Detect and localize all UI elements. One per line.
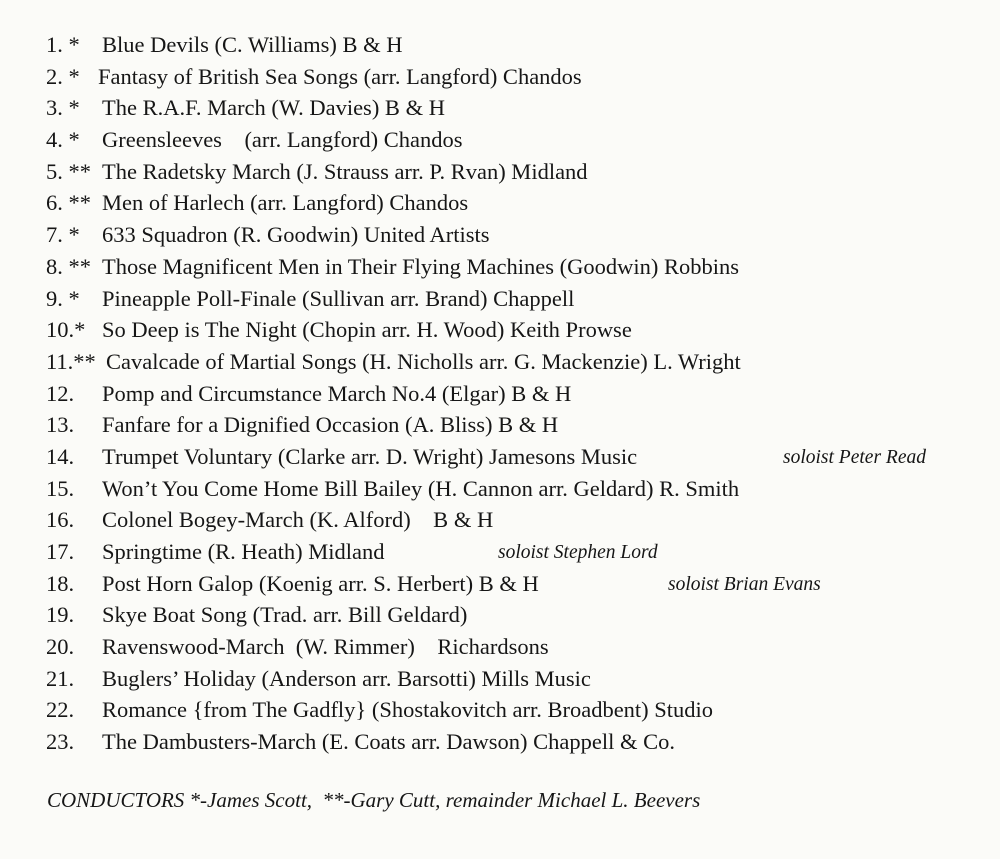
track-number: 21. bbox=[46, 665, 75, 691]
track-number: 8. ** bbox=[46, 253, 91, 279]
track-number: 18. bbox=[46, 570, 75, 596]
track-item bbox=[46, 124, 463, 156]
track-number: 1. * bbox=[46, 32, 80, 57]
track-title: Buglers’ Holiday (Anderson arr. Barsotti) Mills Music bbox=[102, 665, 591, 691]
track-number: 11.** bbox=[46, 348, 96, 374]
track-item bbox=[46, 378, 572, 410]
track-title: Men of Harlech (arr. Langford) Chandos bbox=[102, 190, 469, 216]
track-item bbox=[46, 156, 588, 188]
track-number: 17. bbox=[46, 539, 75, 564]
track-title: Won’t You Come Home Bill Bailey (H. Cannon arr. Geldard) R. Smith bbox=[102, 475, 740, 501]
track-title: Fantasy of British Sea Songs (arr. Langford) Chandos bbox=[98, 63, 582, 89]
track-title: Post Horn Galop (Koenig arr. S. Herbert) B & H bbox=[102, 570, 539, 596]
track-item bbox=[46, 219, 490, 251]
track-item bbox=[46, 61, 582, 93]
track-number: 4. * bbox=[46, 127, 80, 153]
track-title: Romance {from The Gadfly} (Shostakovitch arr. Broadbent) Studio bbox=[102, 697, 714, 723]
track-number: 14. bbox=[46, 443, 75, 469]
track-item bbox=[46, 726, 675, 758]
track-number: 20. bbox=[46, 634, 75, 660]
track-title: Greensleeves (arr. Langford) Chandos bbox=[102, 127, 463, 153]
track-title: So Deep is The Night (Chopin arr. H. Wood) Keith Prowse bbox=[102, 317, 632, 343]
track-item bbox=[46, 441, 926, 473]
track-number: 16. bbox=[46, 507, 75, 533]
track-list bbox=[46, 29, 926, 758]
track-title: Blue Devils (C. Williams) B & H bbox=[102, 32, 403, 57]
track-number: 12. bbox=[46, 380, 75, 406]
track-number: 15. bbox=[46, 475, 75, 501]
track-item bbox=[46, 694, 714, 726]
track-number: 7. * bbox=[46, 222, 80, 248]
conductors-note: CONDUCTORS *-James Scott, **-Gary Cutt, remainder Michael L. Beevers bbox=[47, 788, 701, 812]
track-item bbox=[46, 283, 575, 315]
track-number: 3. * bbox=[46, 95, 80, 121]
soloist-note: soloist Stephen Lord bbox=[498, 542, 658, 563]
track-number: 22. bbox=[46, 697, 75, 723]
track-title: Pineapple Poll-Finale (Sullivan arr. Brand) Chappell bbox=[102, 285, 575, 311]
track-title: Cavalcade of Martial Songs (H. Nicholls arr. G. Mackenzie) L. Wright bbox=[106, 348, 741, 374]
track-number: 9. * bbox=[46, 285, 80, 311]
track-title: Pomp and Circumstance March No.4 (Elgar) B & H bbox=[102, 380, 572, 406]
track-title: Springtime (R. Heath) Midland bbox=[102, 539, 385, 564]
track-item bbox=[46, 251, 739, 283]
track-number: 6. ** bbox=[46, 190, 91, 216]
track-item bbox=[46, 663, 591, 695]
track-item bbox=[46, 568, 821, 600]
track-item bbox=[46, 409, 559, 441]
track-item bbox=[46, 473, 740, 505]
track-number: 23. bbox=[46, 729, 75, 755]
soloist-note: soloist Brian Evans bbox=[668, 573, 821, 595]
track-title: 633 Squadron (R. Goodwin) United Artists bbox=[102, 222, 490, 248]
track-item bbox=[46, 187, 469, 219]
track-title: Those Magnificent Men in Their Flying Machines (Goodwin) Robbins bbox=[102, 253, 739, 279]
track-number: 13. bbox=[46, 412, 75, 438]
track-title: Trumpet Voluntary (Clarke arr. D. Wright) Jamesons Music bbox=[102, 443, 638, 469]
track-item bbox=[46, 536, 658, 568]
soloist-note: soloist Peter Read bbox=[783, 446, 926, 468]
track-title: Skye Boat Song (Trad. arr. Bill Geldard) bbox=[102, 602, 468, 628]
track-item bbox=[46, 29, 403, 61]
track-title: The Dambusters-March (E. Coats arr. Dawson) Chappell & Co. bbox=[102, 729, 675, 755]
track-title: The R.A.F. March (W. Davies) B & H bbox=[102, 95, 445, 121]
track-number: 5. ** bbox=[46, 158, 91, 184]
track-title: The Radetsky March (J. Strauss arr. P. Rvan) Midland bbox=[102, 158, 588, 184]
track-item bbox=[46, 599, 468, 631]
track-item bbox=[46, 504, 494, 536]
track-item bbox=[46, 92, 445, 124]
track-title: Fanfare for a Dignified Occasion (A. Bliss) B & H bbox=[102, 412, 559, 438]
track-number: 10.* bbox=[46, 317, 86, 343]
track-item bbox=[46, 314, 632, 346]
track-item bbox=[46, 631, 549, 663]
track-number: 19. bbox=[46, 602, 75, 628]
track-title: Ravenswood-March (W. Rimmer) Richardsons bbox=[102, 634, 549, 660]
track-number: 2. * bbox=[46, 63, 80, 89]
track-item bbox=[46, 346, 741, 378]
track-title: Colonel Bogey-March (K. Alford) B & H bbox=[102, 507, 494, 533]
